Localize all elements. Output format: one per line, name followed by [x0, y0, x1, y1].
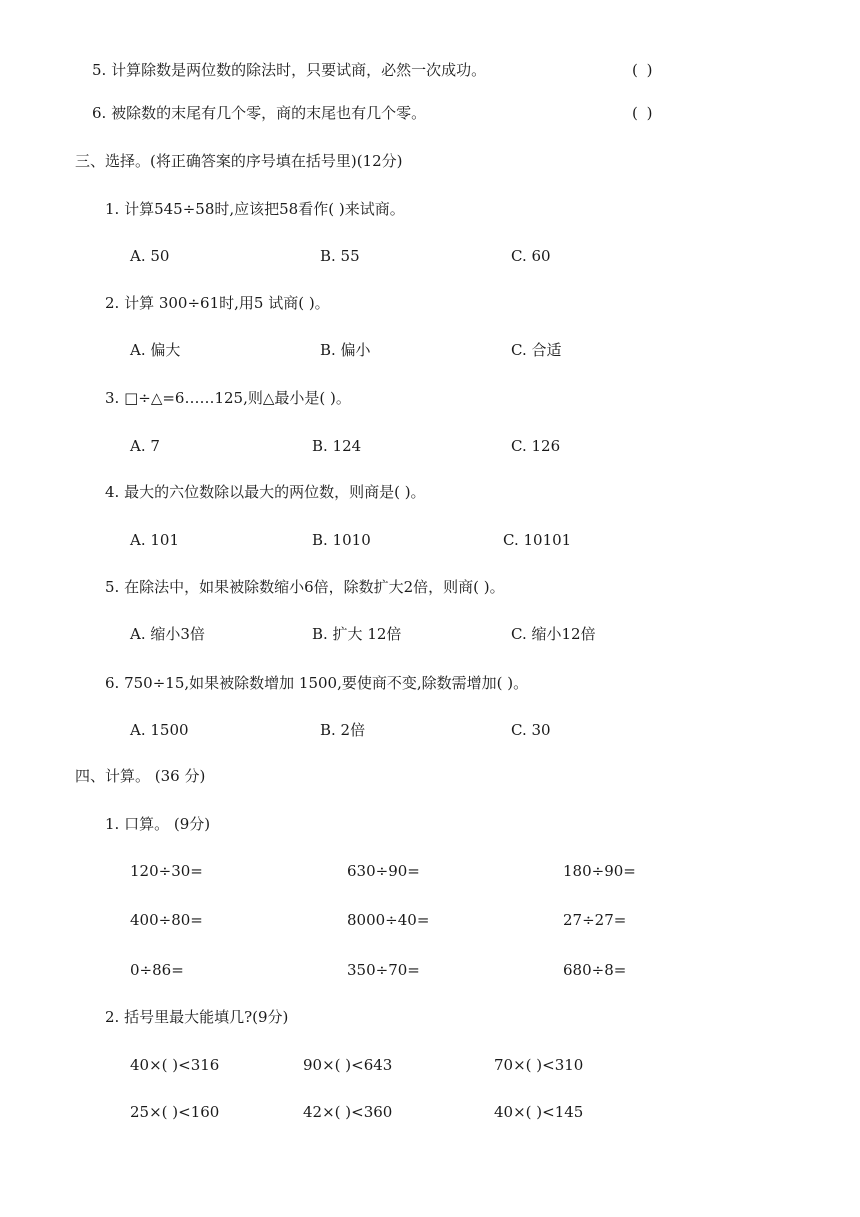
judge-item-5-answer-blank[interactable]: ( ) — [632, 61, 655, 79]
choice-1-option-a[interactable]: A. 50 — [130, 247, 170, 265]
fill-max-item[interactable]: 90×( )<643 — [303, 1056, 393, 1074]
judge-item-6-answer-blank[interactable]: ( ) — [632, 104, 655, 122]
fill-max-item[interactable]: 25×( )<160 — [130, 1103, 220, 1121]
choice-question-2: 2. 计算 300÷61时,用5 试商( )。 — [105, 294, 330, 312]
choice-2-option-c[interactable]: C. 合适 — [511, 341, 562, 359]
choice-question-4: 4. 最大的六位数除以最大的两位数，则商是( )。 — [105, 483, 426, 501]
oral-calc-item[interactable]: 680÷8= — [563, 961, 627, 979]
choice-5-option-c[interactable]: C. 缩小12倍 — [511, 625, 596, 643]
fill-max-item[interactable]: 40×( )<316 — [130, 1056, 220, 1074]
choice-question-1: 1. 计算545÷58时,应该把58看作( )来试商。 — [105, 200, 405, 218]
choice-5-option-a[interactable]: A. 缩小3倍 — [130, 625, 205, 643]
choice-6-option-c[interactable]: C. 30 — [511, 721, 551, 739]
fill-max-title: 2. 括号里最大能填几?(9分) — [105, 1008, 289, 1026]
choice-5-option-b[interactable]: B. 扩大 12倍 — [312, 625, 402, 643]
choice-question-3: 3. □÷△=6……125,则△最小是( )。 — [105, 389, 351, 407]
oral-calc-item[interactable]: 350÷70= — [347, 961, 420, 979]
section-4-title: 四、计算。 (36 分) — [75, 767, 206, 785]
fill-max-item[interactable]: 40×( )<145 — [494, 1103, 584, 1121]
choice-question-5: 5. 在除法中，如果被除数缩小6倍，除数扩大2倍，则商( )。 — [105, 578, 505, 596]
judge-item-5-text: 5. 计算除数是两位数的除法时，只要试商，必然一次成功。 — [92, 61, 487, 79]
fill-max-item[interactable]: 42×( )<360 — [303, 1103, 393, 1121]
choice-1-option-c[interactable]: C. 60 — [511, 247, 551, 265]
choice-3-option-c[interactable]: C. 126 — [511, 437, 561, 455]
oral-calc-item[interactable]: 27÷27= — [563, 911, 627, 929]
oral-calc-item[interactable]: 0÷86= — [130, 961, 184, 979]
choice-question-6: 6. 750÷15,如果被除数增加 1500,要使商不变,除数需增加( )。 — [105, 674, 529, 692]
choice-4-option-b[interactable]: B. 1010 — [312, 531, 371, 549]
oral-calc-title: 1. 口算。 (9分) — [105, 815, 211, 833]
choice-2-option-a[interactable]: A. 偏大 — [130, 341, 181, 359]
choice-3-option-b[interactable]: B. 124 — [312, 437, 362, 455]
choice-6-option-b[interactable]: B. 2倍 — [320, 721, 366, 739]
oral-calc-item[interactable]: 120÷30= — [130, 862, 203, 880]
oral-calc-item[interactable]: 180÷90= — [563, 862, 636, 880]
choice-4-option-a[interactable]: A. 101 — [130, 531, 179, 549]
choice-3-option-a[interactable]: A. 7 — [130, 437, 160, 455]
choice-6-option-a[interactable]: A. 1500 — [130, 721, 189, 739]
fill-max-item[interactable]: 70×( )<310 — [494, 1056, 584, 1074]
choice-1-option-b[interactable]: B. 55 — [320, 247, 360, 265]
oral-calc-item[interactable]: 400÷80= — [130, 911, 203, 929]
choice-2-option-b[interactable]: B. 偏小 — [320, 341, 371, 359]
section-3-title: 三、选择。(将正确答案的序号填在括号里)(12分) — [75, 152, 403, 170]
choice-4-option-c[interactable]: C. 10101 — [503, 531, 572, 549]
judge-item-6-text: 6. 被除数的末尾有几个零，商的末尾也有几个零。 — [92, 104, 427, 122]
oral-calc-item[interactable]: 8000÷40= — [347, 911, 430, 929]
oral-calc-item[interactable]: 630÷90= — [347, 862, 420, 880]
